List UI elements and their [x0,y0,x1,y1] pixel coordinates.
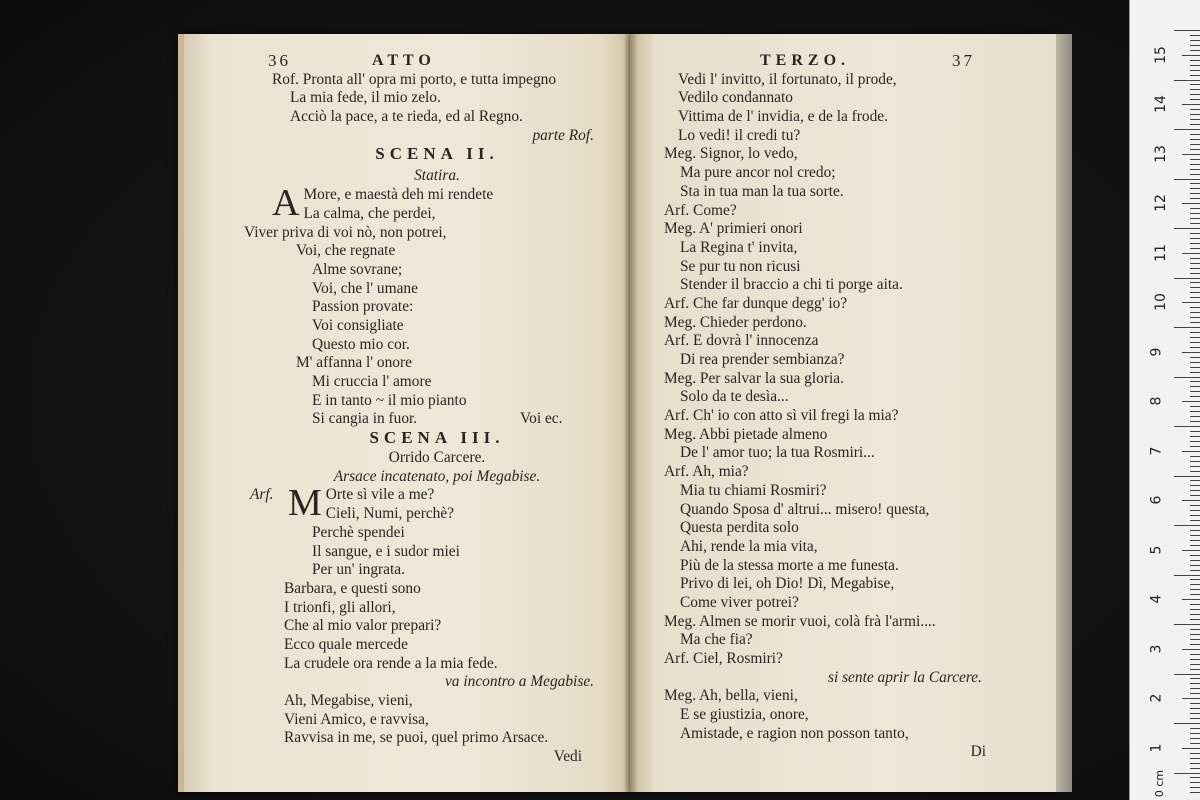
ruler-tick [1190,75,1200,76]
ruler-tick [1190,639,1200,640]
ruler-tick [1190,238,1200,239]
right-page-text [664,52,1164,762]
text-line: Meg. Almen se morir vuoi, colà frà l'armi.... [664,612,936,630]
text-line: Vedilo condannato [678,89,793,107]
ruler-tick [1190,659,1200,660]
ruler-tick [1190,480,1200,481]
text-line: Cieli, Numi, perchè? [325,505,455,523]
ruler-tick [1174,377,1200,378]
ruler-tick [1190,169,1200,170]
stage-direction: si sente aprir la Carcere. [827,668,982,686]
text-line: Amistade, e ragion non posson tanto, [680,724,909,742]
ruler-tick [1190,589,1200,590]
ruler-number: 14 [1152,95,1169,114]
text-line: E se giustizia, onore, [680,706,809,724]
text-line: Mia tu chiami Rosmiri? [680,481,827,499]
ruler-tick [1182,748,1200,749]
text-line: Questo mio cor. [312,335,410,353]
ruler-tick [1190,183,1200,184]
ruler-tick [1190,495,1200,496]
ruler-tick [1190,713,1200,714]
ruler-number: 9 [1148,347,1165,357]
ruler-tick [1190,322,1200,323]
text-line: Rof. Pronta all' opra mi porto, e tutta impegno [272,70,557,88]
ruler-tick [1190,307,1200,308]
ruler-tick [1190,273,1200,274]
ruler-tick [1190,416,1200,417]
ruler-tick [1190,743,1200,744]
ruler-tick [1174,179,1200,180]
ruler-tick [1190,287,1200,288]
ruler-tick [1190,218,1200,219]
ruler-tick [1190,312,1200,313]
ruler-tick [1190,109,1200,110]
text-line: Voi consigliate [312,316,404,334]
ruler-tick [1190,119,1200,120]
text-line: Meg. Abbi pietade almeno [664,425,828,443]
ruler-tick [1190,411,1200,412]
ruler-tick [1190,149,1200,150]
text-line: Come viver potrei? [680,593,799,611]
text-line: More, e maestà deh mi rendete [303,186,494,204]
measuring-ruler [1129,0,1200,800]
ruler-tick [1190,782,1200,783]
text-line: Di rea prender sembianza? [680,351,845,368]
text-line: La mia fede, il mio zelo. [290,89,441,107]
text-line: Arf. Come? [664,201,737,219]
ruler-tick [1190,188,1200,189]
ruler-tick [1174,674,1200,675]
ruler-tick [1190,703,1200,704]
ruler-tick [1190,579,1200,580]
ruler-tick [1190,282,1200,283]
ruler-tick [1190,60,1200,61]
ruler-tick [1190,555,1200,556]
ruler-tick [1190,317,1200,318]
ruler-tick [1190,456,1200,457]
ruler-tick [1190,669,1200,670]
ruler-tick [1174,773,1200,774]
ruler-tick [1190,297,1200,298]
ruler-tick [1182,253,1200,254]
text-line: Privo di lei, oh Dio! Dì, Megabise, [680,575,895,593]
text-line: La Regina t' invita, [680,238,798,256]
stage-direction: Arsace incatenato, poi Megabise. [333,467,541,485]
ruler-tick [1190,144,1200,145]
catchword: Di [970,743,986,761]
ruler-tick [1190,520,1200,521]
ruler-tick [1190,768,1200,769]
ruler-tick [1190,50,1200,51]
scene-title: SCENA II. [375,144,499,164]
text-line: Arf. Ch' io con atto sì vil fregi la mia? [664,407,899,425]
ruler-tick [1190,174,1200,175]
ruler-tick [1190,461,1200,462]
text-line: Solo da te desìa... [680,388,789,406]
ruler-number: 7 [1148,446,1165,456]
ruler-tick [1190,233,1200,234]
text-line: Lo vedi! il credi tu? [678,126,801,144]
left-running-title: ATTO [372,52,436,69]
ruler-tick [1190,654,1200,655]
ruler-tick [1190,248,1200,249]
ruler-tick [1190,70,1200,71]
ruler-tick [1190,693,1200,694]
ruler-tick [1182,401,1200,402]
ruler-tick [1190,718,1200,719]
ruler-tick [1190,471,1200,472]
text-line: Questa perdita solo [680,519,799,537]
ruler-tick [1190,792,1200,793]
text-line: Viver priva di voi nò, non potrei, [244,223,447,241]
ruler-tick [1190,629,1200,630]
ruler-tick [1182,599,1200,600]
text-line: Meg. Per salvar la sua gloria. [664,369,844,387]
ruler-tick [1190,584,1200,585]
ruler-tick [1174,129,1200,130]
scene-title: SCENA III. [369,428,505,448]
text-line: I trionfi, gli allori, [284,598,396,616]
left-page-number: 36 [268,51,291,70]
text-line: Ma pure ancor nol credo; [680,164,836,182]
text-line: Si cangia in fuor. [312,410,418,428]
ruler-number: 6 [1148,495,1165,505]
ruler-tick [1190,530,1200,531]
text-line: Ravvisa in me, se puoi, quel primo Arsace. [284,729,549,747]
text-line: Ah, Megabise, vieni, [284,692,413,709]
ruler-number: 11 [1152,243,1169,262]
text-line: Voi, che l' umane [312,279,418,297]
ruler-tick [1190,758,1200,759]
ruler-tick [1174,278,1200,279]
ruler-tick [1190,139,1200,140]
drop-capital: A [272,182,300,225]
ruler-tick [1190,367,1200,368]
ruler-tick [1190,570,1200,571]
ruler-number: 12 [1152,194,1169,213]
ruler-tick [1190,292,1200,293]
text-line: Alme sovrane; [312,260,403,278]
ruler-tick [1190,124,1200,125]
ruler-tick [1190,208,1200,209]
ruler-tick [1190,406,1200,407]
ruler-tick [1182,352,1200,353]
text-line: Stender il braccio a chi ti porge aita. [680,276,903,294]
text-line: Mi cruccia l' amore [312,373,432,390]
ruler-tick [1190,99,1200,100]
ruler-tick [1174,426,1200,427]
ruler-number: 15 [1152,45,1169,64]
ruler-tick [1182,550,1200,551]
ruler-tick [1190,683,1200,684]
ruler-tick [1182,649,1200,650]
ruler-tick [1190,515,1200,516]
ruler-tick [1190,159,1200,160]
text-line: Arf. Ciel, Rosmiri? [664,650,783,667]
text-line: Il sangue, e i sudor miei [312,542,460,560]
ruler-tick [1182,451,1200,452]
ruler-tick [1182,104,1200,105]
ruler-tick [1190,436,1200,437]
ruler-tick [1190,268,1200,269]
ruler-tick [1190,372,1200,373]
ruler-tick [1190,763,1200,764]
text-line: Ma che fia? [680,631,753,649]
scene3-verse [250,482,632,766]
ruler-tick [1182,55,1200,56]
ruler-tick [1174,80,1200,81]
ruler-tick [1190,446,1200,447]
ruler-number: 2 [1148,693,1165,703]
ruler-number: 5 [1148,545,1165,555]
ruler-tick [1190,644,1200,645]
text-line: La crudele ora rende a la mia fede. [284,654,498,672]
ruler-tick [1190,545,1200,546]
text-line: Arf. Ah, mia? [664,463,749,481]
ruler-tick [1190,332,1200,333]
ruler-tick [1174,723,1200,724]
text-line: Ahi, rende la mia vita, [680,537,818,555]
text-line: Vieni Amico, e ravvisa, [284,710,429,728]
character-name: Statira. [414,167,460,185]
ruler-tick [1190,45,1200,46]
text-line: Meg. Signor, lo vedo, [664,145,798,163]
ruler-number: 10 [1152,293,1169,312]
ruler-tick [1190,35,1200,36]
ruler-tick [1190,466,1200,467]
ruler-tick [1182,154,1200,155]
text-line: Barbara, e questi sono [284,579,421,597]
scene-setting: Orrido Carcere. [388,449,486,467]
ruler-tick [1190,386,1200,387]
ruler-tick [1190,337,1200,338]
text-line: Ecco quale mercede [284,635,408,653]
text-line: Arf. E dovrà l' innocenza [664,332,819,350]
ruler-tick [1190,510,1200,511]
ruler-tick [1190,634,1200,635]
ruler-tick [1190,258,1200,259]
stage-direction: parte Rof. [532,126,594,144]
ruler-tick [1190,738,1200,739]
text-line: Meg. Ah, bella, vieni, [664,687,798,705]
ruler-tick [1190,263,1200,264]
ruler-tick [1190,594,1200,595]
text-line: Che al mio valor prepari? [284,617,442,635]
left-header [268,51,632,71]
text-line: Meg. Chieder perdono. [664,313,807,331]
ruler-tick [1182,302,1200,303]
ruler-tick [1190,223,1200,224]
ruler-tick [1174,476,1200,477]
text-line: La calma, che perdei, [303,204,436,222]
ruler-tick [1190,347,1200,348]
text-line: M' affanna l' onore [296,354,412,372]
ruler-tick [1190,678,1200,679]
text-line [272,410,632,429]
scene2-verse [244,182,632,429]
ruler-tick [1190,421,1200,422]
ruler-tick [1190,485,1200,486]
ruler-number: 4 [1148,594,1165,604]
text-line: Orte sì vile a me? [325,486,435,504]
text-line: De l' amor tuo; la tua Rosmiri... [680,444,875,462]
ruler-tick [1190,664,1200,665]
ruler-tick [1190,391,1200,392]
ruler-tick [1190,777,1200,778]
text-line: E in tanto ~ il mio pianto [312,391,467,409]
text-line: Più de la stessa morte a me funesta. [680,556,899,574]
ruler-tick [1190,193,1200,194]
ruler-tick [1190,604,1200,605]
ruler-number: 1 [1148,743,1165,753]
ruler-tick [1190,94,1200,95]
ruler-tick [1190,560,1200,561]
ruler-tick [1190,688,1200,689]
text-line: Perchè spendei [312,523,405,541]
ruler-tick [1190,65,1200,66]
ruler-tick [1174,228,1200,229]
ruler-tick [1190,490,1200,491]
text-line: Acciò la pace, a te rieda, ed al Regno. [290,108,523,126]
ruler-tick [1190,619,1200,620]
text-line: Vittima de l' invidia, e de la frode. [678,108,888,126]
ruler-tick [1190,243,1200,244]
ruler-tick [1190,609,1200,610]
ruler-tick [1190,213,1200,214]
ruler-unit: 0 cm [1153,769,1167,798]
ruler-tick [1174,327,1200,328]
ruler-tick [1190,540,1200,541]
ruler-tick [1190,431,1200,432]
ruler-tick [1190,505,1200,506]
ruler-tick [1190,787,1200,788]
left-page-text [244,51,632,767]
stage-direction: va incontro a Megabise. [444,673,594,691]
ruler-tick [1190,362,1200,363]
ruler-tick [1190,342,1200,343]
text-line: Voi, che regnate [296,242,396,260]
aria-exit: Voi ec. [520,410,563,428]
text-line: Passion provate: [312,298,414,316]
ruler-tick [1174,525,1200,526]
text-line: Arf. Che far dunque degg' io? [664,294,848,312]
ruler-tick [1174,575,1200,576]
ruler-tick [1190,728,1200,729]
ruler-tick [1190,708,1200,709]
right-header [664,52,1164,71]
ruler-tick [1190,614,1200,615]
ruler-tick [1190,535,1200,536]
text-line: Quando Sposa d' altrui... misero! questa, [680,500,930,518]
text-line: Sta in tua man la tua sorte. [680,182,844,200]
drop-capital: M [288,482,322,525]
ruler-tick [1190,357,1200,358]
ruler-tick [1190,565,1200,566]
ruler-tick [1190,114,1200,115]
ruler-tick [1190,753,1200,754]
ruler-tick [1190,733,1200,734]
ruler-tick [1190,84,1200,85]
ruler-tick [1190,89,1200,90]
ruler-tick [1190,164,1200,165]
text-line: Meg. A' primieri onori [664,220,803,238]
catchword: Vedi [553,748,582,766]
ruler-number: 8 [1148,396,1165,406]
ruler-tick [1190,441,1200,442]
right-running-title: TERZO. [760,52,851,69]
ruler-tick [1190,381,1200,382]
ruler-tick [1190,396,1200,397]
ruler-tick [1182,203,1200,204]
ruler-number: 13 [1152,144,1169,163]
ruler-tick [1174,30,1200,31]
ruler-tick [1190,198,1200,199]
right-page-number: 37 [952,51,975,70]
text-line: Se pur tu non ricusi [680,257,801,275]
text-line: Vedi l' invitto, il fortunato, il prode, [678,70,897,88]
speaker-label: Arf. [250,486,274,504]
ruler-tick [1182,698,1200,699]
ruler-tick [1190,40,1200,41]
ruler-tick [1182,500,1200,501]
ruler-number: 3 [1148,644,1165,654]
ruler-tick [1190,134,1200,135]
text-line: Per un' ingrata. [312,561,405,579]
ruler-tick [1174,624,1200,625]
